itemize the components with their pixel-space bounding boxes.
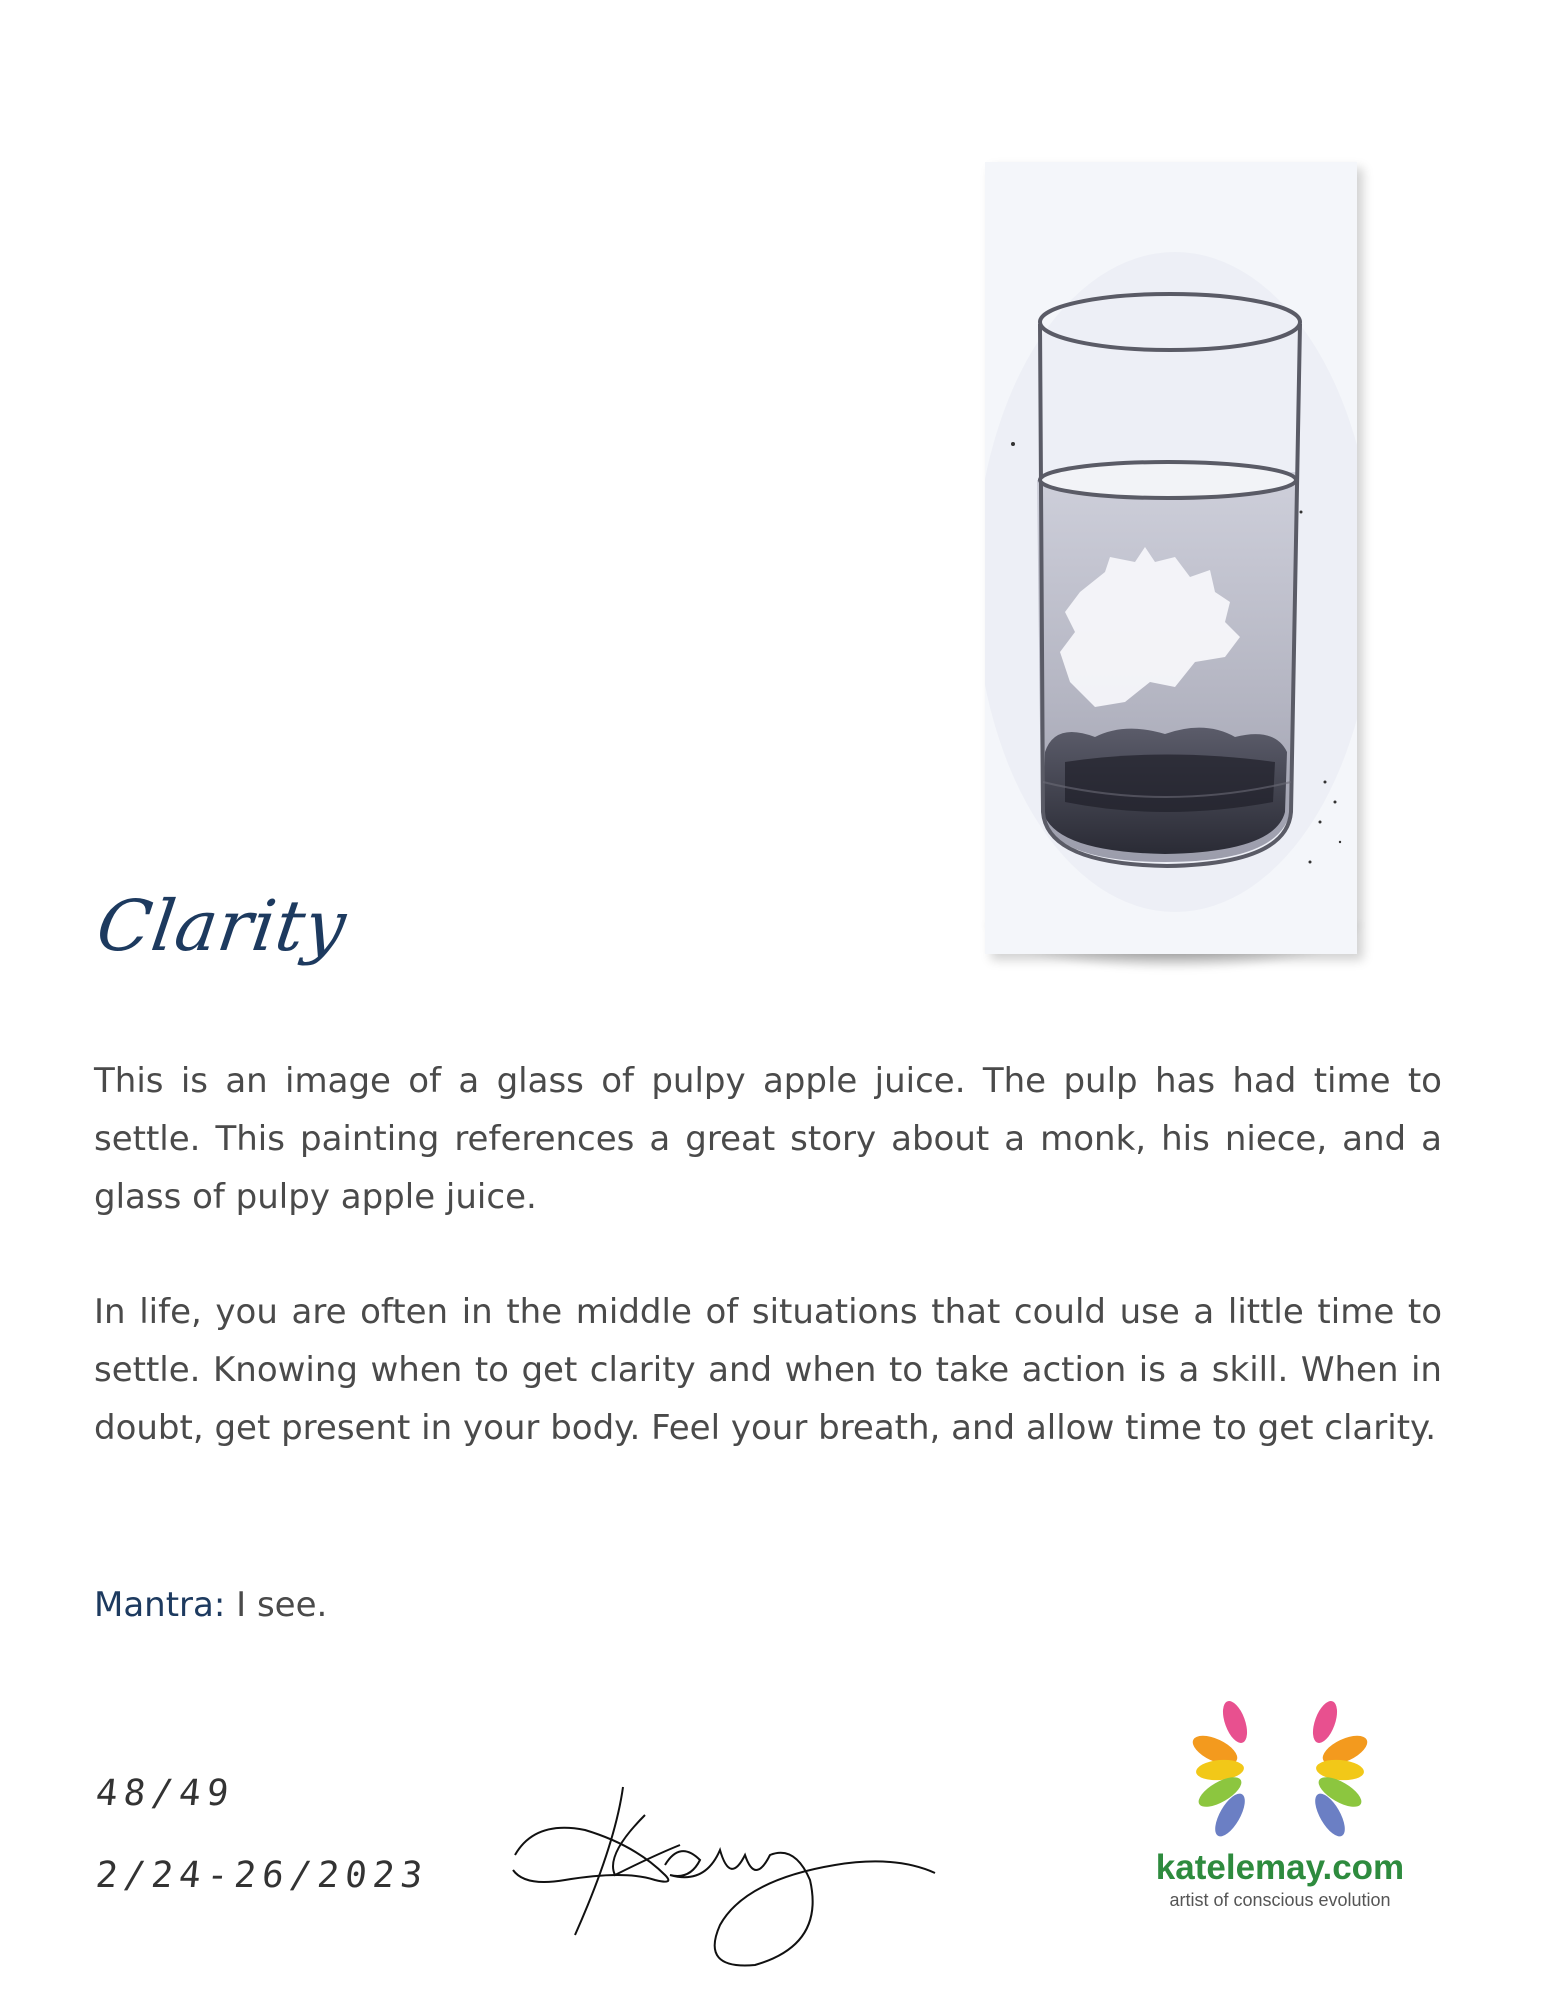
description-paragraph-2: In life, you are often in the middle of situations that could use a little time to settle. Knowing when to get clarity and when to take action is a skill. When in doubt, get present in your body. Feel your breath, and allow time to get clarity. — [94, 1292, 1442, 1448]
painting-dates: 2/24-26/2023 — [93, 1855, 431, 1896]
artist-signature — [505, 1785, 965, 1985]
mantra — [94, 1576, 327, 1634]
butterfly-logo-icon — [1185, 1700, 1375, 1840]
page-title: Clarity — [92, 885, 352, 967]
brand-logo — [1135, 1700, 1425, 1930]
edition-number: 48/49 — [93, 1773, 237, 1814]
logo-name: katelemay.com — [1155, 1848, 1405, 1887]
mantra-text: I see. — [225, 1585, 328, 1625]
painting-frame — [985, 162, 1357, 954]
juice-glass-illustration — [985, 162, 1357, 954]
description-paragraph-1: This is an image of a glass of pulpy apple juice. The pulp has had time to settle. This painting references a great story about a monk, his niece, and a glass of pulpy apple juice. — [94, 1061, 1442, 1217]
logo-tagline: artist of conscious evolution — [1169, 1890, 1391, 1910]
juice-glass-painting — [985, 162, 1357, 954]
mantra-label: Mantra: — [94, 1585, 226, 1625]
